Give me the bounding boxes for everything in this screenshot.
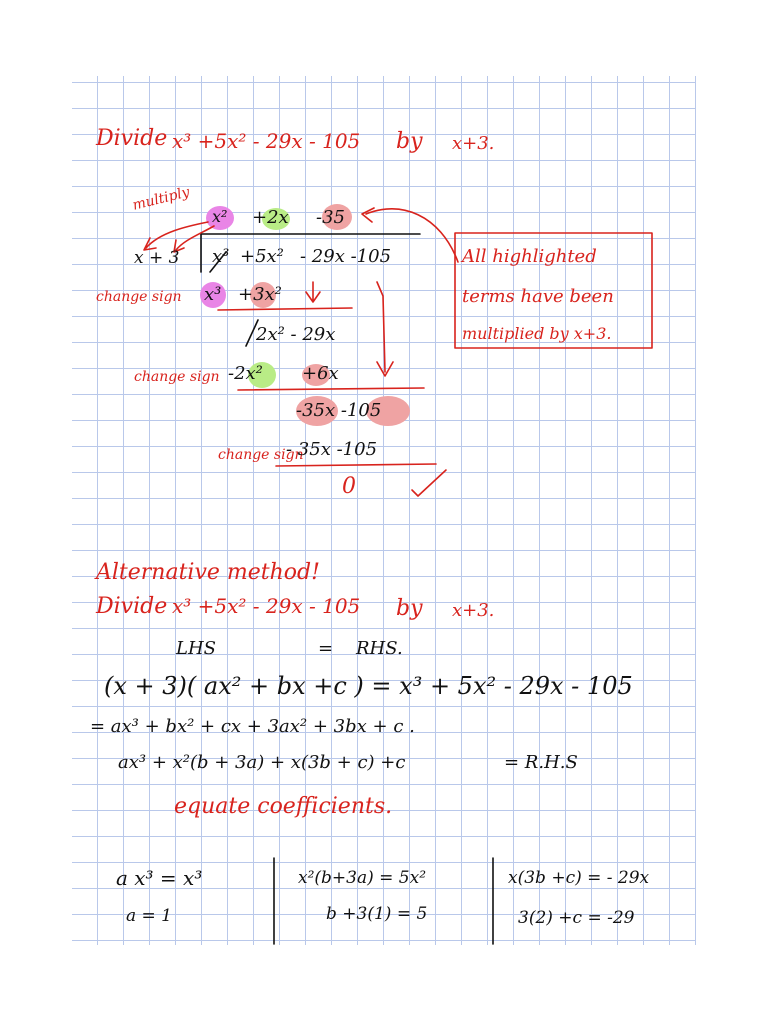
expansion-line-3-rhs: = R.H.S [504,752,578,773]
change-sign-label-1: change sign [96,289,182,305]
note-multiply: multiply [130,184,192,214]
col2-bottom: b +3(1) = 5 [326,904,428,924]
multiply-arrow-1 [144,222,208,250]
arrow-down-2 [377,282,393,376]
row3-term-1: -2x² [228,363,263,384]
title2-divisor: x+3. [452,600,495,621]
col3-bottom: 3(2) +c = -29 [518,908,635,928]
col1-bottom: a = 1 [126,906,173,926]
check-mark [412,470,446,496]
expansion-line-1: (x + 3)( ax² + bx +c ) = x³ + 5x² - 29x - 105 [104,672,633,700]
subtract-line-2 [238,388,424,390]
row2-text: 2x² - 29x [256,324,336,345]
title-divisor: x+3. [452,133,495,154]
dividend-term-1: x³ [212,246,230,267]
row1-term-2: +3x² [238,284,282,305]
box-line-1: All highlighted [462,246,597,267]
row3-term-2: +6x [302,363,339,384]
expansion-line-3: ax³ + x²(b + 3a) + x(3b + c) +c [118,752,406,773]
lhs-rhs-equals: = [318,638,334,659]
lhs-label: LHS [176,638,216,659]
subtract-line-1 [218,308,352,310]
change-sign-label-2: change sign [134,369,220,385]
rhs-label: RHS. [356,638,403,659]
row1-term-1: x³ [204,284,222,305]
expansion-line-2: = ax³ + bx² + cx + 3ax² + 3bx + c . [90,716,415,737]
box-line-2: terms have been [462,286,614,307]
col2-top: x²(b+3a) = 5x² [298,868,427,888]
title-divide: Divide [96,126,168,151]
quotient-term-1: x² [212,207,228,226]
col3-top: x(3b +c) = - 29x [508,868,650,888]
box-line-3: multiplied by x+3. [462,324,612,343]
subtract-line-3 [276,464,436,466]
quotient-term-2: +2x [252,207,289,228]
title2-by: by [396,596,423,621]
dividend-term-3: - 29x -105 [300,246,392,267]
alternative-heading: Alternative method! [96,560,320,585]
row4-text: -35x -105 [296,400,382,421]
quotient-term-3: -35 [316,207,345,228]
title2-divide: Divide [96,594,168,619]
title2-expression: x³ +5x² - 29x - 105 [172,594,361,618]
divisor: x + 3 [134,248,180,268]
change-sign-label-3: change sign [218,447,304,463]
equate-coefficients: equate coefficients. [174,794,393,819]
row5-text: - 35x -105 [286,439,378,460]
title-expression: x³ +5x² - 29x - 105 [172,129,361,153]
multiply-arrow-2 [174,226,214,252]
title-by: by [396,129,423,154]
dividend-term-2: +5x² [240,246,284,267]
col1-top: a x³ = x³ [116,866,203,890]
arrow-down-1 [306,282,320,302]
remainder: 0 [342,474,356,499]
